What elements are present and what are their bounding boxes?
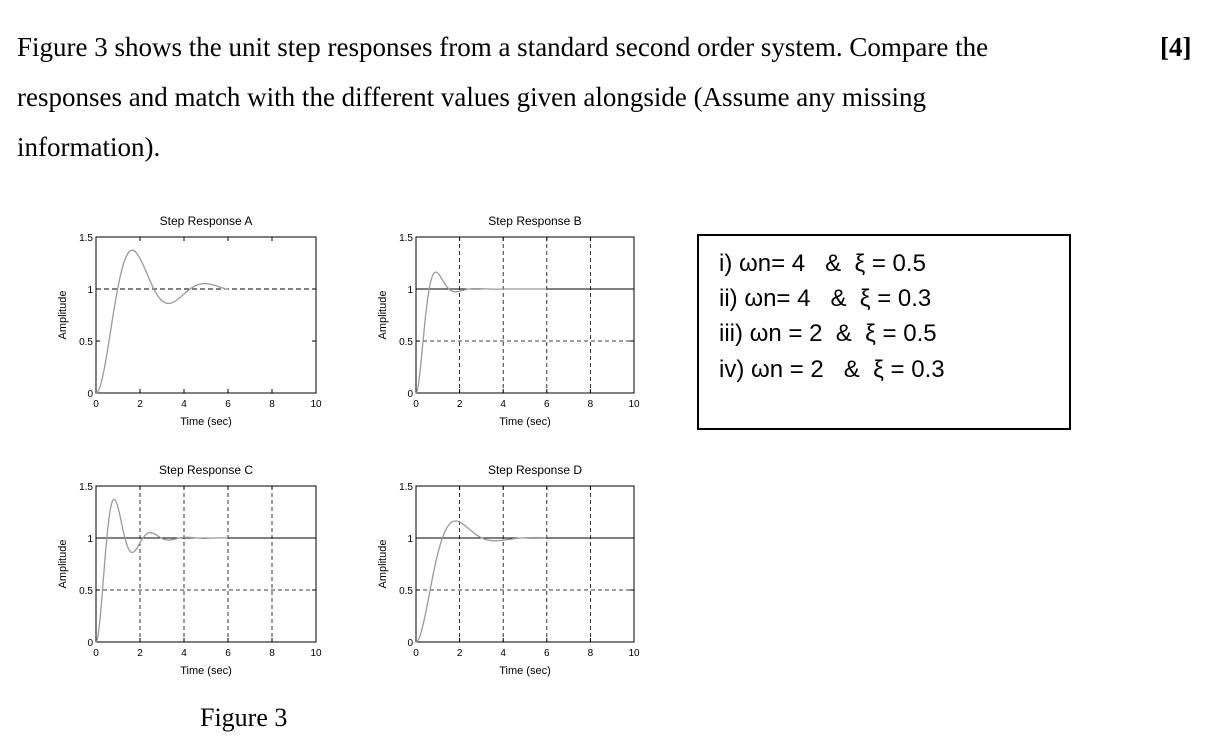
x-tick-label: 4 bbox=[181, 648, 187, 659]
plot-frame bbox=[96, 486, 316, 642]
x-tick-label: 10 bbox=[628, 648, 640, 659]
x-tick-label: 8 bbox=[269, 648, 275, 659]
chart-title: Step Response A bbox=[159, 214, 253, 228]
x-tick-label: 6 bbox=[225, 648, 231, 659]
step-response-curve bbox=[96, 499, 228, 642]
y-tick-label: 0.5 bbox=[79, 337, 93, 348]
y-tick-label: 0 bbox=[87, 638, 93, 649]
question-line-3: information). bbox=[17, 132, 161, 162]
y-tick-label: 0.5 bbox=[79, 586, 93, 597]
x-tick-label: 0 bbox=[413, 399, 419, 410]
x-axis-label: Time (sec) bbox=[180, 416, 232, 428]
plot-frame bbox=[416, 486, 634, 642]
y-tick-label: 1 bbox=[407, 285, 413, 296]
chart-title: Step Response D bbox=[487, 463, 583, 477]
x-tick-label: 8 bbox=[587, 648, 594, 659]
value-item: i) ωn= 4 & ξ = 0.5 bbox=[719, 250, 926, 277]
y-tick-label: 1.5 bbox=[399, 233, 413, 244]
x-axis-label: Time (sec) bbox=[180, 665, 232, 677]
plot-frame bbox=[96, 237, 316, 393]
question-line-1: Figure 3 shows the unit step responses from a standard second order system. Compare the bbox=[17, 32, 989, 62]
chart-title: Step Response C bbox=[158, 463, 254, 477]
figure-caption: Figure 3 bbox=[200, 703, 288, 732]
y-tick-label: 1.5 bbox=[79, 233, 93, 244]
y-tick-label: 0.5 bbox=[399, 586, 413, 597]
value-item: iii) ωn = 2 & ξ = 0.5 bbox=[719, 320, 937, 347]
y-tick-label: 1 bbox=[87, 534, 93, 545]
x-tick-label: 8 bbox=[269, 399, 275, 410]
x-tick-label: 2 bbox=[137, 648, 143, 659]
step-response-curve bbox=[96, 250, 228, 393]
y-tick-label: 1.5 bbox=[399, 482, 413, 493]
y-tick-label: 1 bbox=[87, 285, 93, 296]
x-tick-label: 4 bbox=[500, 648, 506, 659]
y-axis-label: Amplitude bbox=[377, 290, 389, 340]
question-line-2: responses and match with the different values given alongside (Assume any missing bbox=[17, 82, 927, 112]
values-box bbox=[697, 234, 1071, 430]
y-tick-label: 0 bbox=[407, 638, 413, 649]
x-tick-label: 0 bbox=[93, 648, 99, 659]
x-axis-label: Time (sec) bbox=[499, 416, 551, 428]
x-tick-label: 0 bbox=[413, 648, 419, 659]
x-tick-label: 6 bbox=[544, 648, 550, 659]
y-tick-label: 1.5 bbox=[79, 482, 93, 493]
y-tick-label: 1 bbox=[407, 534, 413, 545]
y-axis-label: Amplitude bbox=[57, 290, 69, 340]
x-tick-label: 10 bbox=[310, 648, 322, 659]
x-tick-label: 8 bbox=[587, 399, 594, 410]
x-tick-label: 2 bbox=[456, 399, 463, 410]
value-item: iv) ωn = 2 & ξ = 0.3 bbox=[719, 356, 945, 383]
y-axis-label: Amplitude bbox=[377, 539, 389, 589]
x-tick-label: 4 bbox=[500, 399, 506, 410]
y-tick-label: 0.5 bbox=[399, 337, 413, 348]
x-tick-label: 6 bbox=[225, 399, 231, 410]
step-response-curve bbox=[416, 272, 547, 393]
x-tick-label: 10 bbox=[628, 399, 640, 410]
y-tick-label: 0 bbox=[407, 389, 413, 400]
x-tick-label: 0 bbox=[93, 399, 99, 410]
plot-frame bbox=[416, 237, 634, 393]
x-axis-label: Time (sec) bbox=[499, 665, 551, 677]
step-response-curve bbox=[416, 521, 547, 642]
x-tick-label: 2 bbox=[137, 399, 143, 410]
marks-label: [4] bbox=[1160, 32, 1192, 62]
value-item: ii) ωn= 4 & ξ = 0.3 bbox=[719, 285, 932, 312]
y-axis-label: Amplitude bbox=[57, 539, 69, 589]
x-tick-label: 10 bbox=[310, 399, 322, 410]
x-tick-label: 6 bbox=[544, 399, 550, 410]
y-tick-label: 0 bbox=[87, 389, 93, 400]
chart-title: Step Response B bbox=[488, 214, 582, 228]
x-tick-label: 4 bbox=[181, 399, 187, 410]
x-tick-label: 2 bbox=[456, 648, 463, 659]
